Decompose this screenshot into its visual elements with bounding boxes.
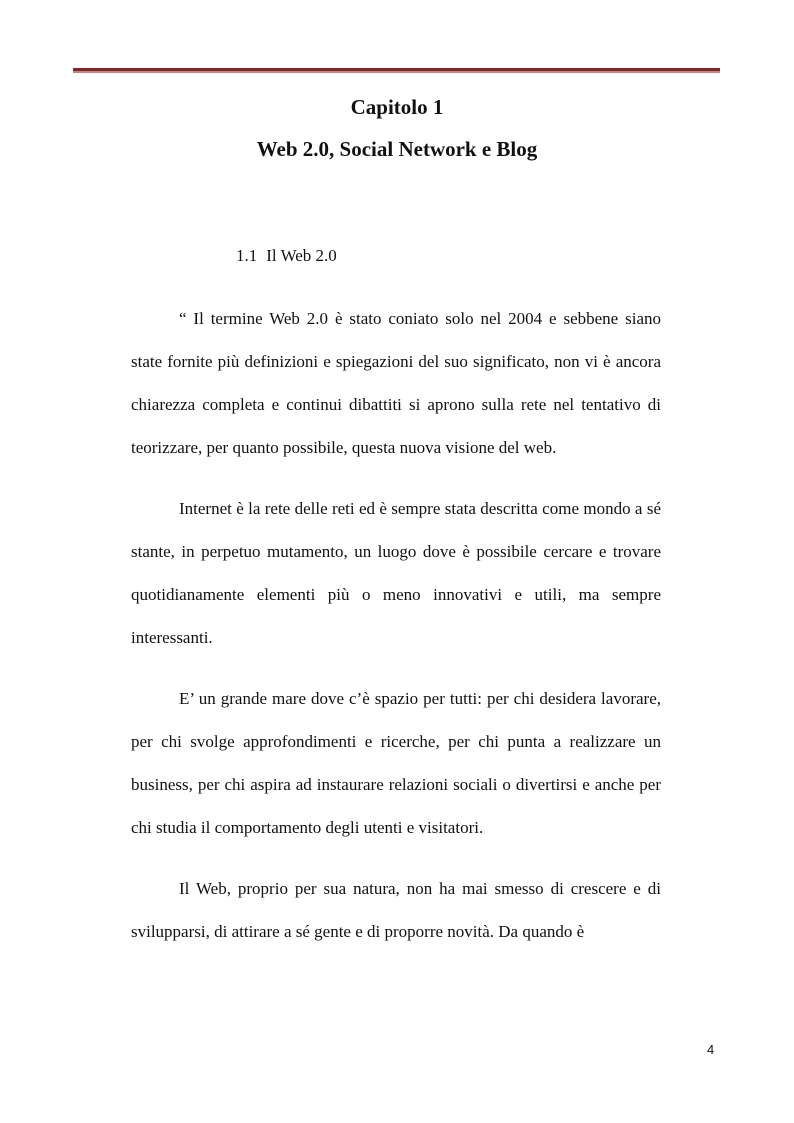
paragraph: “ Il termine Web 2.0 è stato coniato solo nel 2004 e sebbene siano state fornite più definizioni e spiegazioni del suo significato, non vi è ancora chiarezza completa e continui dibattiti si aprono sulla rete nel tentativo di teorizzare, per quanto possibile, questa nuova visione del web.	[131, 309, 661, 457]
section-number: 1.1	[236, 246, 258, 265]
paragraph: E’ un grande mare dove c’è spazio per tutti: per chi desidera lavorare, per chi svolge approfondimenti e ricerche, per chi punta a realizzare un business, per chi aspira ad instaurare relazioni sociali o divertirsi e anche per chi studia il comportamento degli utenti e visitatori.	[131, 689, 661, 837]
paragraph: Internet è la rete delle reti ed è sempre stata descritta come mondo a sé stante, in perpetuo mutamento, un luogo dove è possibile cercare e trovare quotidianamente elementi più o meno innovativi e utili, ma sempre interessanti.	[131, 499, 661, 647]
paragraph: Il Web, proprio per sua natura, non ha mai smesso di crescere e di svilupparsi, di attirare a sé gente e di proporre novità. Da quando è	[131, 879, 661, 941]
body-text	[131, 297, 661, 971]
chapter-title: Web 2.0, Social Network e Blog	[256, 137, 538, 161]
page-number: 4	[707, 1042, 715, 1057]
chapter-label: Capitolo 1	[350, 95, 444, 119]
section-title: Il Web 2.0	[266, 246, 337, 265]
section-heading	[236, 243, 337, 269]
header-rule-light-line	[73, 71, 720, 73]
header-rule	[73, 68, 720, 73]
